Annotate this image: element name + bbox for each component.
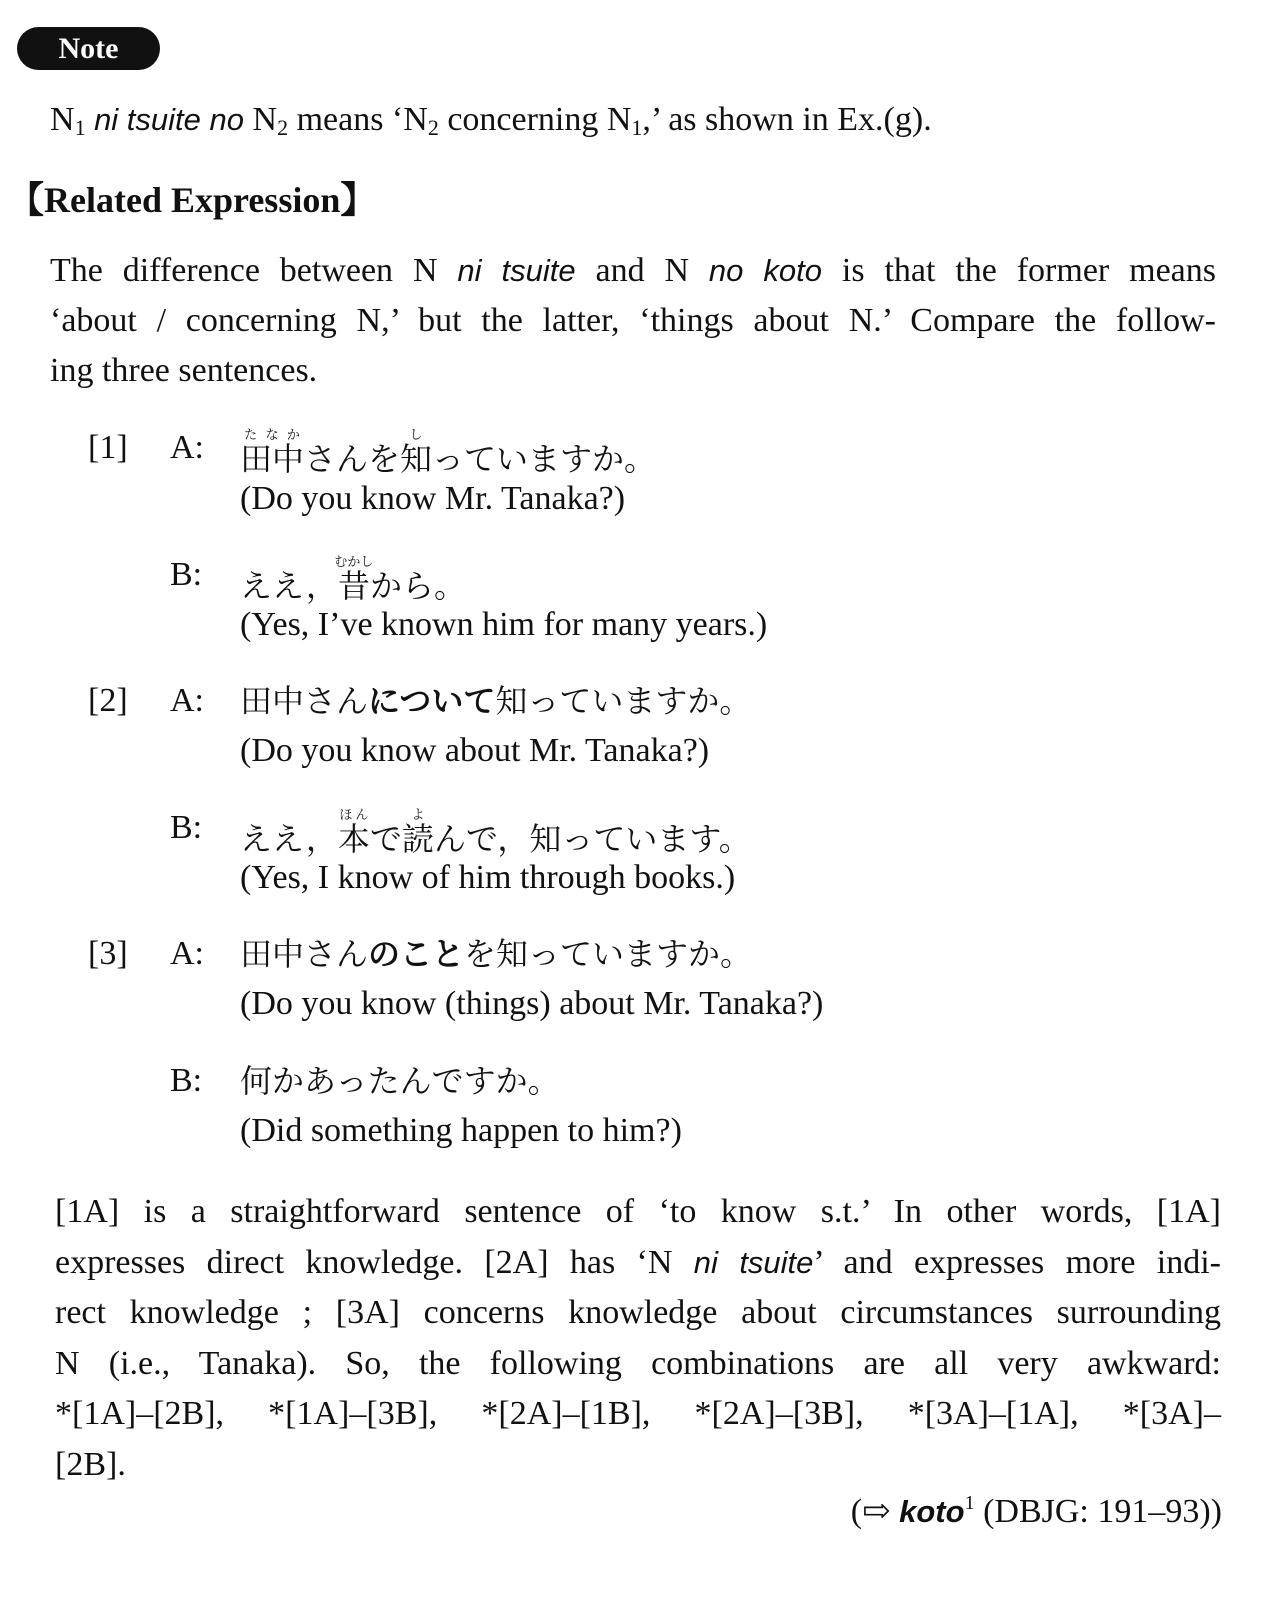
intro-text: is that the former means xyxy=(822,252,1216,289)
example-3-b-japanese: 何かあったんですか。 xyxy=(240,1062,560,1100)
kana: んで，知っています。 xyxy=(433,820,751,858)
kana: から。 xyxy=(369,567,466,605)
explanation-line-6: [2B]. xyxy=(55,1446,126,1483)
note-concerning: concerning N xyxy=(447,101,632,138)
intro-line-3: ing three sentences. xyxy=(50,352,318,389)
example-3-a-japanese xyxy=(240,934,752,974)
kana: ええ， xyxy=(240,567,338,605)
example-1-number: [1] xyxy=(88,429,128,466)
explanation-line-3: rect knowledge ; [3A] concerns knowledge about circumstances surrounding xyxy=(55,1294,1221,1331)
kanji: 読 xyxy=(401,820,434,858)
furigana: たなか xyxy=(240,428,304,443)
intro-text: and N xyxy=(575,252,709,289)
ref-paren: ( xyxy=(850,1493,863,1530)
furigana: ほん xyxy=(337,808,370,823)
example-3-a-english: (Do you know (things) about Mr. Tanaka?) xyxy=(240,985,824,1022)
ref-source: (DBJG: 191–93)) xyxy=(974,1493,1222,1530)
ref-superscript: 1 xyxy=(964,1492,975,1514)
example-2-number: [2] xyxy=(88,682,128,719)
n2-subscript: 2 xyxy=(277,115,289,140)
kanji: 知 xyxy=(400,440,433,478)
n2-symbol: N xyxy=(252,101,278,138)
example-3-b-english: (Did something happen to him?) xyxy=(240,1112,682,1149)
intro-text: The difference between N xyxy=(50,252,458,289)
kana: っていますか。 xyxy=(432,440,657,478)
example-1-b-label: B: xyxy=(170,556,203,593)
furigana: し xyxy=(400,428,433,443)
example-3-b-label: B: xyxy=(170,1062,203,1099)
n1-subscript: 1 xyxy=(74,115,86,140)
example-3-a-label: A: xyxy=(170,935,204,972)
note-text xyxy=(50,100,932,140)
intro-line-2: ‘about / concerning N,’ but the latter, ‘things about N.’ Compare the follow- xyxy=(50,302,1216,339)
n1-subscript-2: 1 xyxy=(631,115,643,140)
kanji: 本 xyxy=(337,820,370,858)
kana: 田中さん xyxy=(240,682,369,720)
example-2-b-japanese xyxy=(240,808,751,859)
section-heading: 【Related Expression】 xyxy=(8,180,377,220)
example-1-b-japanese xyxy=(240,555,466,606)
example-1-a-label: A: xyxy=(170,429,204,466)
explanation-line-2 xyxy=(55,1243,1221,1283)
kana: さんを xyxy=(304,440,401,478)
explanation-line-5: *[1A]–[2B], *[1A]–[3B], *[2A]–[1B], *[2A]–[3B], *[3A]–[1A], *[3A]– xyxy=(55,1395,1221,1432)
explanation-text: ’ and expresses more indi- xyxy=(813,1244,1221,1281)
arrow-icon: ⇨ xyxy=(862,1493,891,1530)
term-no-koto: no koto xyxy=(708,253,822,288)
highlight-no-koto: のこと xyxy=(368,935,465,973)
example-2-a-japanese xyxy=(240,681,751,721)
term-ni-tsuite: ni tsuite xyxy=(457,253,576,288)
explanation-line-4: N (i.e., Tanaka). So, the following combinations are all very awkward: xyxy=(55,1345,1221,1382)
highlight-ni-tsuite: について xyxy=(368,682,496,720)
intro-line-1 xyxy=(50,251,1216,291)
ref-term-koto[interactable]: koto xyxy=(899,1494,965,1529)
note-term: ni tsuite no xyxy=(94,102,244,137)
note-tail: ,’ as shown in Ex.(g). xyxy=(642,101,932,138)
example-2-a-english: (Do you know about Mr. Tanaka?) xyxy=(240,732,710,769)
explanation-line-1: [1A] is a straightforward sentence of ‘to know s.t.’ In other words, [1A] xyxy=(55,1193,1221,1230)
cross-reference xyxy=(851,1492,1222,1532)
term-ni-tsuite: ni tsuite xyxy=(693,1245,814,1280)
example-1-a-english: (Do you know Mr. Tanaka?) xyxy=(240,480,626,517)
n1-symbol: N xyxy=(50,101,75,138)
kana: 田中さん xyxy=(240,935,369,973)
example-1-a-japanese xyxy=(240,428,656,479)
kanji: 田中 xyxy=(240,440,305,478)
kana: を知っていますか。 xyxy=(464,935,753,973)
furigana: むかし xyxy=(334,555,374,570)
kana: ええ， xyxy=(240,820,338,858)
example-2-b-english: (Yes, I know of him through books.) xyxy=(240,859,736,896)
furigana: よ xyxy=(401,808,434,823)
note-badge: Note xyxy=(17,27,160,70)
example-1-b-english: (Yes, I’ve known him for many years.) xyxy=(240,606,768,643)
example-3-number: [3] xyxy=(88,935,128,972)
explanation-text: expresses direct knowledge. [2A] has ‘N xyxy=(55,1244,694,1281)
example-2-b-label: B: xyxy=(170,809,203,846)
n2-subscript-2: 2 xyxy=(427,115,439,140)
kana: で xyxy=(369,820,402,858)
kana: 知っていますか。 xyxy=(495,682,752,720)
kanji: 昔 xyxy=(334,567,374,605)
note-means: means ‘N xyxy=(296,101,428,138)
example-2-a-label: A: xyxy=(170,682,204,719)
